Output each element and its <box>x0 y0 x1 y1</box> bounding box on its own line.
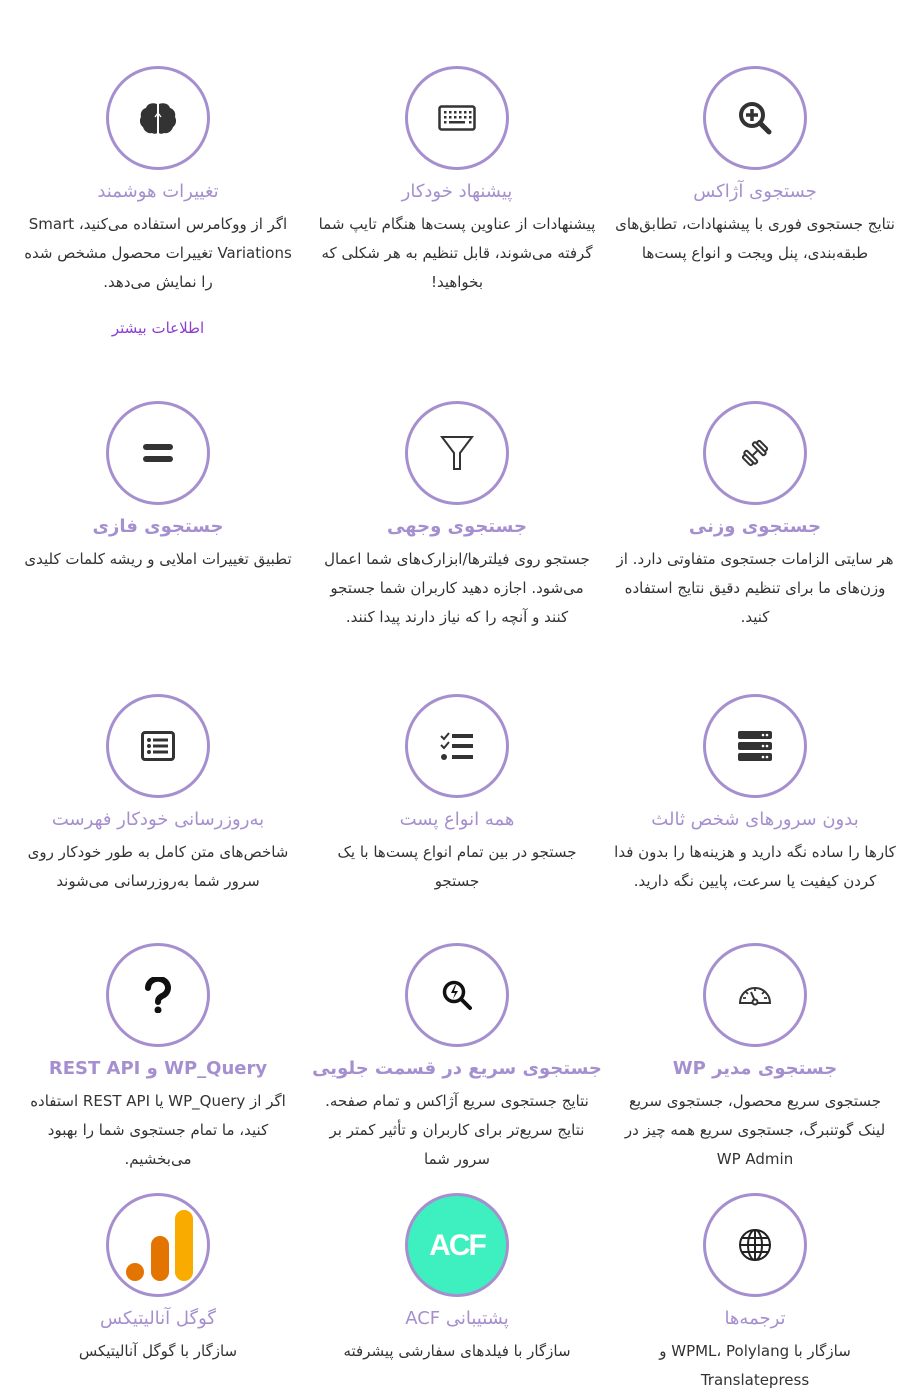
feature-google-analytics <box>13 1193 303 1366</box>
feature-faceted-search <box>312 401 602 632</box>
feature-description: کارها را ساده نگه دارید و هزینه‌ها را بدون فدا کردن کیفیت یا سرعت، پایین نگه دارید. <box>614 843 896 890</box>
brain-icon <box>106 66 210 170</box>
feature-ajax-search <box>610 66 900 268</box>
google-analytics-icon <box>106 1193 210 1297</box>
list-box-icon <box>106 694 210 798</box>
question-icon <box>106 943 210 1047</box>
feature-description: جستجو روی فیلترها/ابزارک‌های شما اعمال می‌شود. اجازه دهید کاربران شما جستجو کنند و آنچه را که نیاز دارند پیدا کنند. <box>324 550 590 626</box>
acf-logo-icon <box>405 1193 509 1297</box>
feature-description: جستجوی سریع محصول، جستجوی سریع لینک گوتنبرگ، جستجوی سریع همه چیز در WP Admin <box>624 1092 886 1168</box>
feature-fuzzy-search <box>13 401 303 574</box>
feature-autosuggest <box>312 66 602 297</box>
fast-search-icon <box>405 943 509 1047</box>
checklist-icon <box>405 694 509 798</box>
feature-smart-variations <box>13 66 303 337</box>
feature-description: اگر از WP_Query یا REST API استفاده کنید، ما تمام جستجوی شما را بهبود می‌بخشیم. <box>30 1092 286 1168</box>
feature-all-post-types <box>312 694 602 896</box>
feature-title: همه انواع پست <box>399 809 515 830</box>
server-icon <box>703 694 807 798</box>
feature-description: اگر از ووکامرس استفاده می‌کنید، Smart Variations تغییرات محصول مشخص شده را نمایش می‌دهد. <box>24 215 292 291</box>
feature-no-third-party <box>610 694 900 896</box>
feature-description: نتایج جستجوی فوری با پیشنهادات، تطابق‌های طبقه‌بندی، پنل ویجت و انواع پست‌ها <box>615 215 895 262</box>
feature-title: گوگل آنالیتیکس <box>100 1308 216 1329</box>
feature-wp-query-rest-api <box>13 943 303 1174</box>
feature-title: جستجوی وجهی <box>387 516 527 537</box>
learn-more-link[interactable]: اطلاعات بیشتر <box>111 319 205 337</box>
feature-auto-index-update <box>13 694 303 896</box>
feature-weighted-search <box>610 401 900 632</box>
feature-title: جستجوی سریع در قسمت جلویی <box>312 1058 602 1079</box>
globe-icon <box>703 1193 807 1297</box>
feature-description: سازگار با WPML، Polylang و Translatepress <box>659 1342 851 1389</box>
feature-description: شاخص‌های متن کامل به طور خودکار روی سرور شما به‌روزرسانی می‌شوند <box>27 843 289 890</box>
feature-description: نتایج جستجوی سریع آژاکس و تمام صفحه. نتایج سریع‌تر برای کاربران و تأثیر کمتر بر سرور شما <box>325 1092 589 1168</box>
feature-title: پشتیبانی ACF <box>405 1308 509 1329</box>
feature-frontend-fast-search <box>312 943 602 1174</box>
keyboard-icon <box>405 66 509 170</box>
feature-description: سازگار با گوگل آنالیتیکس <box>78 1342 238 1360</box>
feature-description: جستجو در بین تمام انواع پست‌ها با یک جستجو <box>337 843 577 890</box>
feature-translations <box>610 1193 900 1395</box>
feature-title: ترجمه‌ها <box>724 1308 786 1329</box>
feature-title: جستجوی مدیر WP <box>672 1058 838 1079</box>
ajax-search-icon <box>703 66 807 170</box>
equals-icon <box>106 401 210 505</box>
feature-title: به‌روزرسانی خودکار فهرست <box>51 809 265 830</box>
gauge-icon <box>703 943 807 1047</box>
dumbbell-icon <box>703 401 807 505</box>
svg-text:ACF: ACF <box>429 1229 485 1261</box>
feature-description: تطبیق تغییرات املایی و ریشه کلمات کلیدی <box>24 550 292 568</box>
feature-title: جستجوی فازی <box>92 516 224 537</box>
feature-title: بدون سرورهای شخص ثالث <box>651 809 859 830</box>
feature-title: جستجوی وزنی <box>688 516 822 537</box>
feature-title: پیشنهاد خودکار <box>401 181 513 202</box>
feature-title: تغییرات هوشمند <box>97 181 219 202</box>
feature-description: پیشنهادات از عناوین پست‌ها هنگام تایپ شما گرفته می‌شوند، قابل تنظیم به هر شکلی که بخواهید! <box>318 215 596 291</box>
feature-description: هر سایتی الزامات جستجوی متفاوتی دارد. از وزن‌های ما برای تنظیم دقیق نتایج استفاده کنید. <box>616 550 894 626</box>
feature-wp-admin-search <box>610 943 900 1174</box>
filter-icon <box>405 401 509 505</box>
feature-acf-support <box>312 1193 602 1366</box>
feature-title: جستجوی آژاکس <box>693 181 817 202</box>
feature-description: سازگار با فیلدهای سفارشی پیشرفته <box>343 1342 571 1360</box>
feature-title: WP_Query و REST API <box>48 1058 268 1079</box>
